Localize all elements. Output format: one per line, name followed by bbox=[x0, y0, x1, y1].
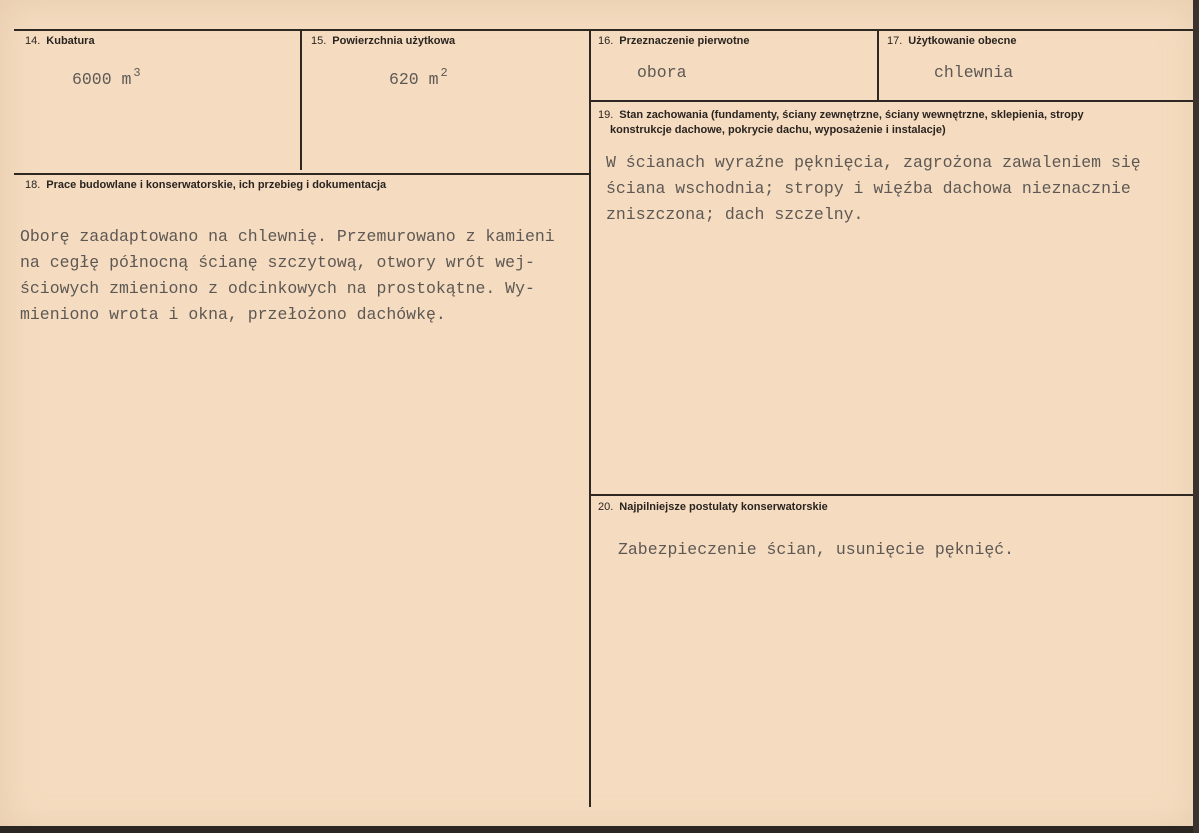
center-divider bbox=[589, 29, 591, 807]
stan-line-2: ściana wschodnia; stropy i więźba dachowa nieznacznie bbox=[606, 179, 1131, 198]
powierzchnia-label: 15. Powierzchnia użytkowa bbox=[311, 35, 456, 47]
rule-above-18 bbox=[14, 173, 590, 175]
uzytkowanie-value: chlewnia bbox=[934, 63, 1014, 82]
uzytkowanie-label: 17. Użytkowanie obecne bbox=[887, 35, 1017, 47]
postulaty-value: Zabezpieczenie ścian, usunięcie pęknięć. bbox=[618, 540, 1015, 559]
divider-16-17 bbox=[877, 29, 879, 101]
prace-line-2: na cegłę północną ścianę szczytową, otwory wrót wej- bbox=[20, 253, 535, 272]
scan-edge-bottom bbox=[0, 826, 1199, 833]
stan-label: 19. Stan zachowania (fundamenty, ściany zewnętrzne, ściany wewnętrzne, sklepienia, stropy konstrukcje dachowe, pokrycie dachu, wyposażenie i instalacje) bbox=[598, 109, 1084, 136]
top-rule bbox=[14, 29, 1194, 31]
powierzchnia-value: 620 m $^2$ bbox=[389, 66, 448, 89]
kubatura-label: 14. Kubatura bbox=[25, 35, 95, 47]
prace-line-3: ściowych zmieniono z odcinkowych na prostokątne. Wy- bbox=[20, 279, 535, 298]
rule-under-16-17 bbox=[589, 100, 1194, 102]
scan-edge-right bbox=[1193, 0, 1199, 833]
przeznaczenie-value: obora bbox=[637, 63, 687, 82]
prace-line-1: Oborę zaadaptowano na chlewnię. Przemurowano z kamieni bbox=[20, 227, 555, 246]
divider-14-15 bbox=[300, 29, 302, 170]
stan-line-1: W ścianach wyraźne pęknięcia, zagrożona zawaleniem się bbox=[606, 153, 1141, 172]
kubatura-value: 6000 m $^3$ bbox=[72, 66, 141, 89]
prace-label: 18. Prace budowlane i konserwatorskie, ich przebieg i dokumentacja bbox=[25, 179, 387, 191]
przeznaczenie-label: 16. Przeznaczenie pierwotne bbox=[598, 35, 750, 47]
postulaty-label: 20. Najpilniejsze postulaty konserwatorskie bbox=[598, 501, 828, 513]
prace-line-4: mieniono wrota i okna, przełożono dachówkę. bbox=[20, 305, 446, 324]
stan-line-3: zniszczona; dach szczelny. bbox=[606, 205, 864, 224]
rule-above-20 bbox=[589, 494, 1194, 496]
